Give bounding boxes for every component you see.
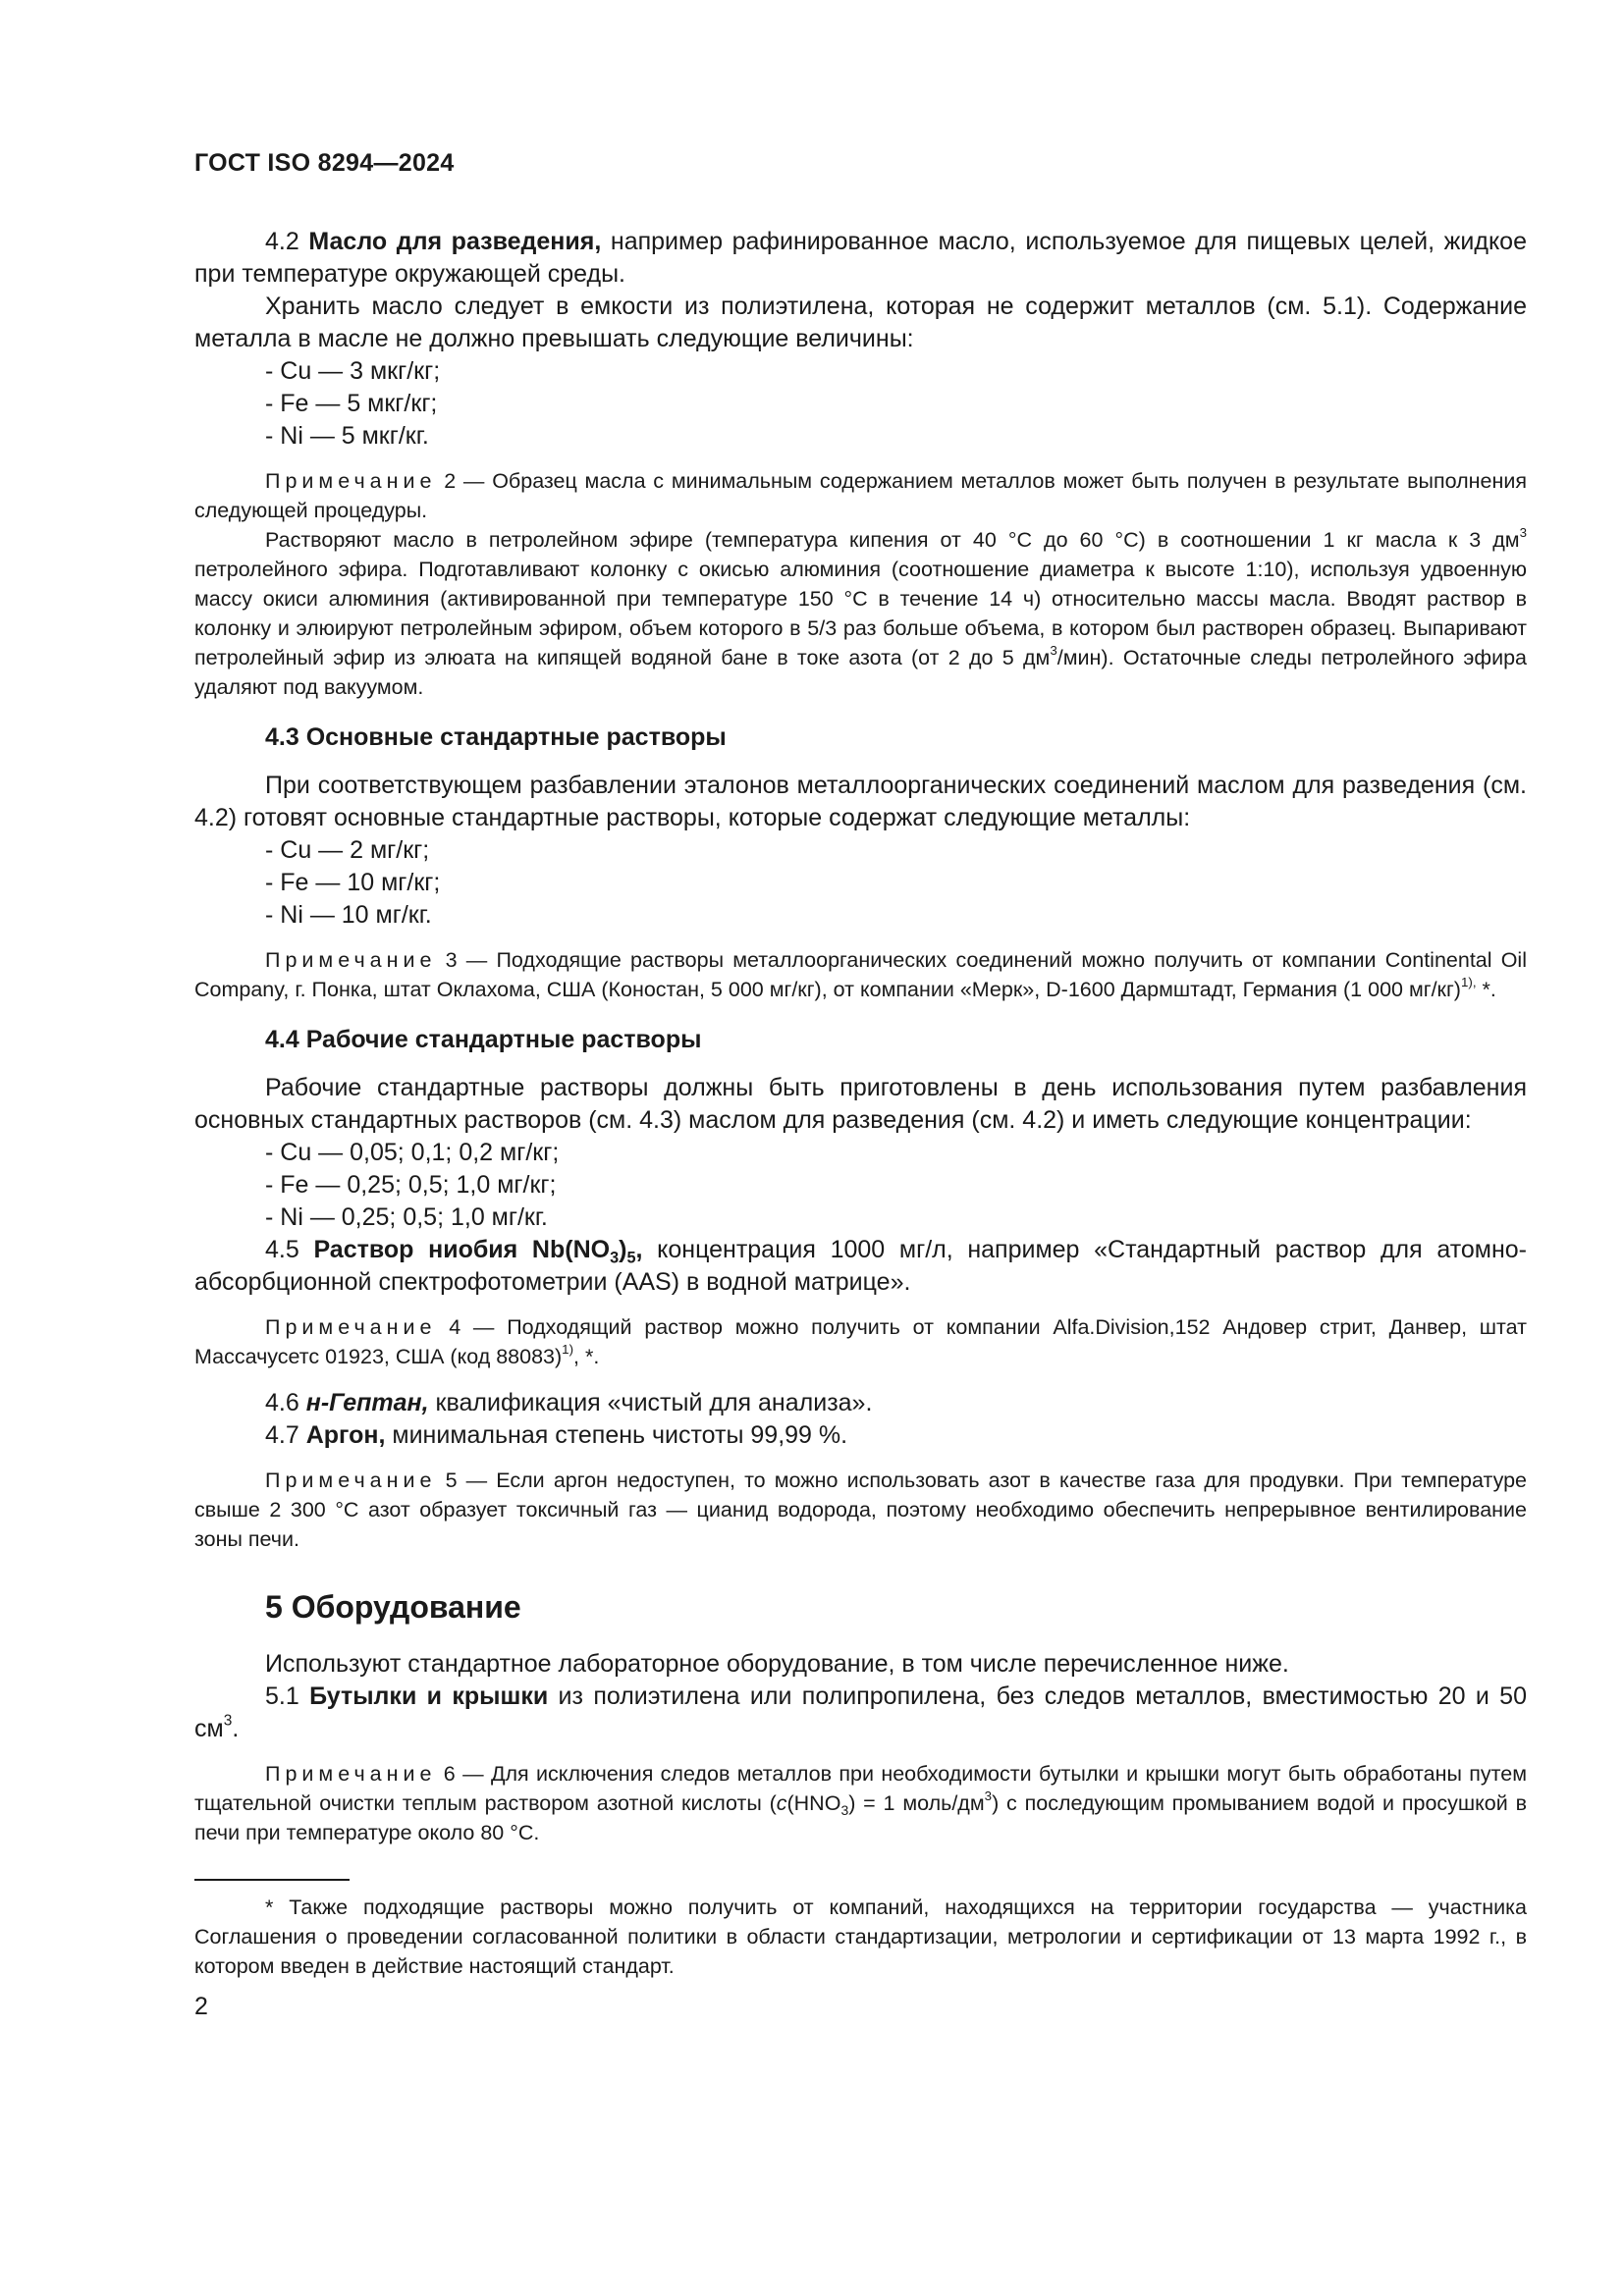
section-4-7	[194, 1419, 1527, 1452]
superscript: 3	[1519, 525, 1527, 541]
page-body	[194, 147, 1527, 2021]
symbol: c	[776, 1791, 787, 1815]
note-text: 5 — Если аргон недоступен, то можно использовать азот в качестве газа для продувки. При температуре свыше 2 300 °С азот образует токсичный газ — цианид водорода, поэтому необходимо обеспечить непрерывное вентилирование зоны печи.	[194, 1468, 1527, 1551]
note-text: 6 — Для исключения следов металлов при необходимости бутылки и крышки могут быть обработаны путем тщательной очистки теплым раствором азотной кислоты (	[194, 1762, 1527, 1815]
superscript: 3	[984, 1789, 993, 1804]
note-text: Растворяют масло в петролейном эфире (температура кипения от 40 °С до 60 °С) в соотношении 1 кг масла к 3 дм	[265, 528, 1520, 552]
section-text: .	[232, 1715, 240, 1742]
section-number: 4.7	[265, 1421, 299, 1449]
section-text: концентрация 1000 мг/л, например «Стандартный раствор для атомно-абсорбционной спектрофотометрии (AAS) в водной матрице».	[194, 1236, 1527, 1296]
term: н-Гептан,	[305, 1389, 429, 1416]
section-text: минимальная степень чистоты 99,99 %.	[385, 1421, 848, 1449]
list-item: - Cu — 3 мкг/кг;	[265, 357, 441, 385]
list-item: - Fe — 5 мкг/кг;	[265, 390, 438, 417]
note-label: Примечание	[265, 1762, 437, 1786]
note-text: 2 — Образец масла с минимальным содержанием металлов может быть получен в результате выполнения следующей процедуры.	[194, 469, 1527, 522]
paragraph: Рабочие стандартные растворы должны быть приготовлены в день использования путем разбавления основных стандартных растворов (см. 4.3) маслом для разведения (см. 4.2) и иметь следующие концентрации:	[194, 1074, 1527, 1134]
superscript: 1),	[1460, 975, 1477, 990]
superscript: 1)	[562, 1342, 574, 1358]
paragraph: Хранить масло следует в емкости из полиэтилена, которая не содержит металлов (см. 5.1). Содержание металла в масле не должно превышать следующие величины:	[194, 293, 1527, 352]
list-item: - Ni — 10 мг/кг.	[265, 901, 432, 929]
section-number: 5.1	[265, 1682, 299, 1710]
note-2-procedure	[194, 525, 1527, 702]
section-4-6	[194, 1387, 1527, 1419]
term: Масло для разведения,	[308, 228, 602, 255]
note-3	[194, 945, 1527, 1004]
paragraph: При соответствующем разбавлении эталонов металлоорганических соединений маслом для разведения (см. 4.2) готовят основные стандартные растворы, которые содержат следующие металлы:	[194, 772, 1527, 831]
list-item: - Ni — 5 мкг/кг.	[265, 422, 429, 450]
page-number: 2	[194, 1993, 208, 2020]
list-item: - Ni — 0,25; 0,5; 1,0 мг/кг.	[265, 1203, 548, 1231]
list-item: - Cu — 0,05; 0,1; 0,2 мг/кг;	[265, 1139, 560, 1166]
footnote: * Также подходящие растворы можно получить от компаний, находящихся на территории государства — участника Соглашения о проведении согласованной политики в области стандартизации, метрологии и сертификации от 13 марта 1992 г., в котором введен в действие настоящий стандарт.	[194, 1896, 1527, 1978]
footnote-rule	[194, 1879, 350, 1881]
section-number: 4.6	[265, 1389, 299, 1416]
section-heading-4-3: 4.3 Основные стандартные растворы	[265, 723, 727, 751]
section-number: 4.5	[265, 1236, 299, 1263]
note-text: 4 — Подходящий раствор можно получить от компании Alfa.Division,152 Андовер стрит, Данвер, штат Массачусетс 01923, США (код 88083)	[194, 1315, 1527, 1368]
note-text: *.	[1476, 978, 1496, 1001]
section-5-1	[194, 1681, 1527, 1745]
term: Аргон,	[305, 1421, 386, 1449]
note-text: ) = 1 моль/дм	[848, 1791, 985, 1815]
section-number: 4.2	[265, 228, 299, 255]
note-5	[194, 1466, 1527, 1554]
note-text: , *.	[573, 1345, 600, 1368]
section-heading-5: 5 Оборудование	[265, 1589, 521, 1625]
note-label: Примечание	[265, 1468, 437, 1492]
note-text: 3 — Подходящие растворы металлоорганических соединений можно получить от компании Continental Oil Company, г. Понка, штат Оклахома, США (Коностан, 5 000 мг/кг), от компании «Мерк», D-1600 Дармштадт, Германия (1 000 мг/кг)	[194, 948, 1527, 1001]
superscript: 3	[223, 1712, 233, 1730]
list-item: - Fe — 10 мг/кг;	[265, 869, 441, 896]
section-text: например рафинированное масло, используемое для пищевых целей, жидкое при температуре окружающей среды.	[194, 228, 1527, 288]
section-4-5	[194, 1234, 1527, 1299]
term: Раствор ниобия $Nb(NO_3)_5$,	[313, 1236, 643, 1267]
list-item: - Cu — 2 мг/кг;	[265, 836, 430, 864]
note-text: (HNO	[786, 1791, 841, 1815]
note-text: петролейного эфира. Подготавливают колонку с окисью алюминия (соотношение диаметра к высоте 1:10), используя удвоенную массу окиси алюминия (активированной при температуре 150 °С в течение 14 ч) относительно массы масла. Вводят раствор в колонку и элюируют петролейным эфиром, объем которого в 5/3 раз больше объема, в котором был растворен образец. Выпаривают петролейный эфир из элюата на кипящей водяной бане в токе азота (от 2 до 5 дм	[194, 558, 1527, 669]
superscript: 3	[1050, 643, 1057, 659]
note-label: Примечание	[265, 948, 437, 972]
note-text: ) с последующим промыванием водой и просушкой в печи при температуре около 80 °С.	[194, 1791, 1527, 1844]
note-6	[194, 1759, 1527, 1847]
note-label: Примечание	[265, 1315, 437, 1339]
note-label: Примечание	[265, 469, 437, 493]
section-4-2	[194, 226, 1527, 291]
document-header: ГОСТ ISO 8294—2024	[194, 149, 455, 177]
section-text: из полиэтилена или полипропилена, без следов металлов, вместимостью 20 и 50 см	[194, 1682, 1527, 1742]
note-text: /мин). Остаточные следы петролейного эфира удаляют под вакуумом.	[194, 646, 1527, 699]
term: Бутылки и крышки	[309, 1682, 549, 1710]
note-2	[194, 466, 1527, 525]
note-4	[194, 1312, 1527, 1371]
section-text: квалификация «чистый для анализа».	[428, 1389, 873, 1416]
paragraph: Используют стандартное лабораторное оборудование, в том числе перечисленное ниже.	[265, 1650, 1289, 1678]
section-heading-4-4: 4.4 Рабочие стандартные растворы	[265, 1026, 702, 1053]
list-item: - Fe — 0,25; 0,5; 1,0 мг/кг;	[265, 1171, 557, 1199]
subscript: 3	[840, 1801, 849, 1818]
